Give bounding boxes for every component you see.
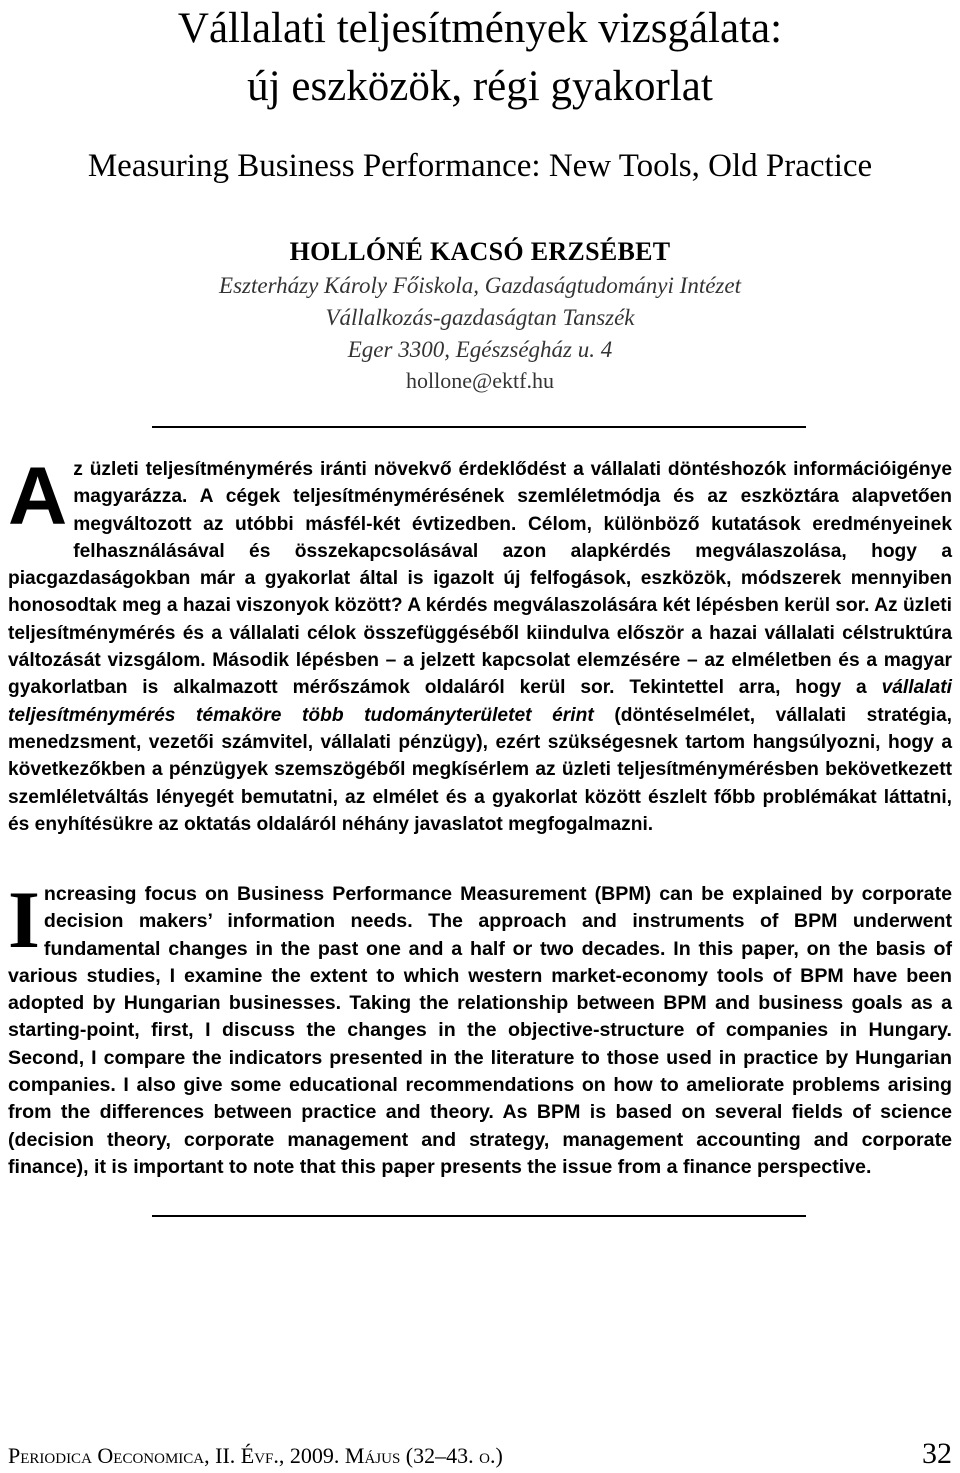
affiliation-institute: Eszterházy Károly Főiskola, Gazdaságtudományi Intézet [219, 273, 741, 298]
top-divider [152, 426, 806, 428]
author-name: HOLLÓNÉ KACSÓ ERZSÉBET [289, 237, 671, 266]
english-subtitle: Measuring Business Performance: New Tools, Old Practice [87, 148, 873, 184]
abstract-hu-emphasis: vállalati teljesítménymérés témaköre több tudományterületet érint [8, 677, 952, 726]
journal-citation-text: Periodica Oeconomica, II. Évf., 2009. Május (32–43. o.) [8, 1443, 503, 1468]
hungarian-abstract [8, 451, 952, 838]
page-title [0, 0, 960, 116]
affiliation-department: Vállalkozás-gazdaságtan Tanszék [325, 305, 635, 330]
hungarian-abstract-paragraph [8, 451, 952, 838]
abstract-hu-text-1: z üzleti teljesítménymérés iránti növekvő érdeklődést a vállalati döntéshozók információigénye magyarázza. A cégek teljesítménymérésének szemléletmódja és az eszköztára alapvetően megváltozott az utóbbi másfél-két évtizedben. Célom, különböző kutatások eredményeinek felhasználásával és összekapcsolásával azon alapkérdés megválaszolása, hogy a piacgazdaságokban már a gyakorlat által is igazolt új felfogások, eszközök, módszerek mennyiben honosodtak meg a hazai viszonyok között? A kérdés megválaszolására két lépésben kerül sor. Az üzleti teljesítménymérés és a vállalati célok összefüggéséből kiindulva először a hazai vállalati célstruktúra változását vizsgálom. Második lépésben – a jelzett kapcsolat elemzésére – az elméletben és a magyar gyakorlatban is alkalmazott mérőszámok oldaláról kerül sor. Tekintettel arra, hogy a [8, 459, 952, 699]
title-line-2: új eszközök, régi gyakorlat [247, 63, 713, 110]
abstract-hu-text-2: (döntéselmélet, vállalati stratégia, menedzsment, vezetői számvitel, vállalati pénzügy), ezért szükségesnek tartom hangsúlyozni, hogy a következőkben a pénzügyek szemszögéből megkísérlem az üzleti teljesítménymérésben bekövetkezett szemléletváltás lényegét bemutatni, az elmélet és a gyakorlat között észlelt főbb problémákat láttatni, és enyhítésükre az oktatás oldaláról néhány javaslatot megfogalmazni. [8, 704, 952, 835]
journal-citation [8, 1441, 503, 1471]
drop-cap-a: A [8, 451, 68, 542]
bottom-divider [152, 1215, 806, 1217]
english-abstract [8, 874, 952, 1181]
affiliation-address: Eger 3300, Egészségház u. 4 [347, 337, 613, 362]
english-abstract-paragraph [8, 874, 952, 1181]
abstract-en-text: ncreasing focus on Business Performance Measurement (BPM) can be explained by corporate decision makers’ information needs. The approach and instruments of BPM underwent fundamental changes in the past one and a half or two decades. In this paper, on the basis of various studies, I examine the extent to which western market-economy tools of BPM have been adopted by Hungarian businesses. Taking the relationship between BPM and business goals as a starting-point, first, I discuss the changes in the objective-structure of companies in Hungary. Second, I compare the indicators presented in the literature to those used in practice by Hungarian companies. I also give some educational recommendations on how to ameliorate problems arising from the differences between practice and theory. As BPM is based on several fields of science (decision theory, corporate management and strategy, management accounting and corporate finance), it is important to note that this paper presents the issue from a finance perspective. [8, 883, 952, 1178]
drop-cap-i: I [8, 874, 40, 965]
title-line-1: Vállalati teljesítmények vizsgálata: [177, 5, 783, 52]
author-email: hollone@ektf.hu [406, 368, 554, 393]
page-number: 32 [922, 1437, 952, 1470]
